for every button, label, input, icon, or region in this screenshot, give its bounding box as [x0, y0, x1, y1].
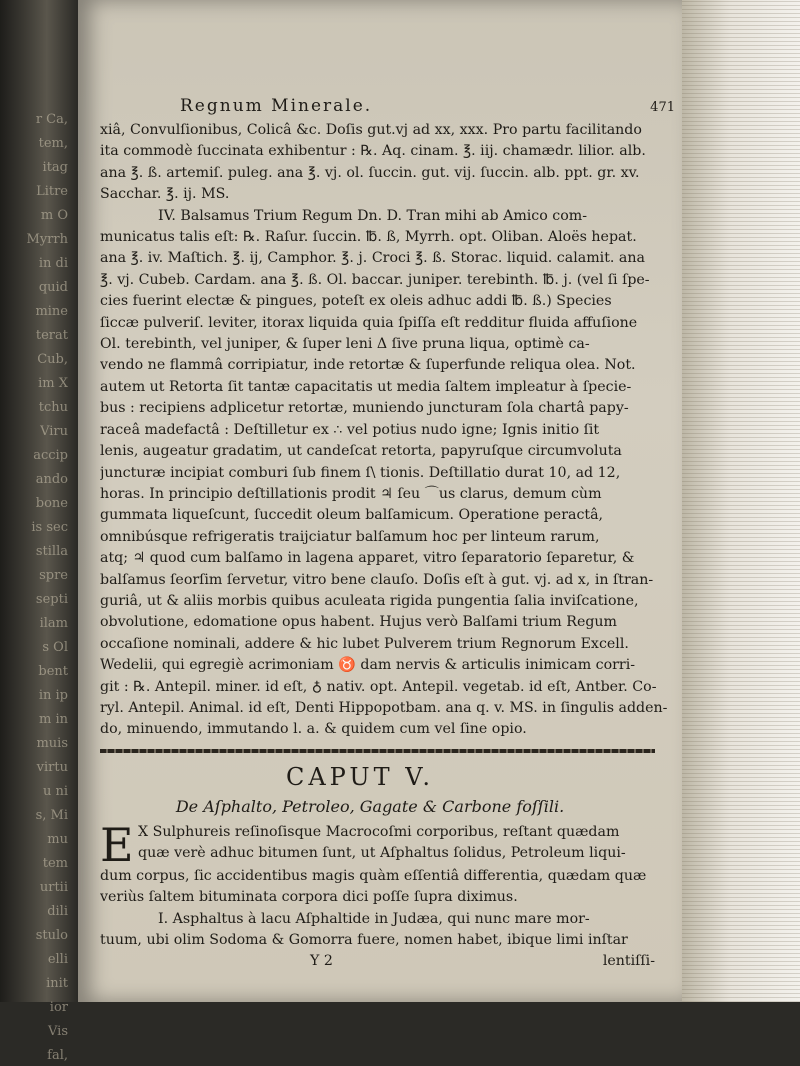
text-line: X Sulphureis reſinoſisque Macrocoſmi corporibus, reſtant quædam: [138, 823, 620, 840]
text-line: atq; ♃ quod cum balſamo in lagena apparet, vitro ſeparatorio ſeparetur, &: [100, 550, 635, 567]
page-text: [100, 96, 685, 973]
text-line: guriâ, ut & aliis morbis quibus aculeata rigida pungentia ſalia inviſcatione,: [100, 592, 639, 609]
chapter-subtitle: De Aſphalto, Petroleo, Gagate & Carbone foſſili.: [175, 796, 565, 816]
text-line: git : ℞. Antepil. miner. id eſt, ♁ nativ. opt. Antepil. vegetab. id eſt, Antber. Co-: [100, 678, 657, 695]
text-line: Ol. terebinth, vel juniper, & ſuper leni Δ ſive pruna liqua, optimè ca-: [100, 336, 590, 353]
neighbor-fragment: init: [46, 976, 68, 991]
neighbor-fragment: r Ca,: [35, 112, 68, 127]
opening-lines: [100, 120, 685, 206]
neighbor-fragment: dili: [47, 904, 68, 919]
neighbor-fragment: tchu: [38, 400, 68, 415]
neighbor-fragment: spre: [39, 568, 68, 583]
neighbor-fragment: s, Mi: [35, 808, 68, 823]
neighbor-fragment: mine: [35, 304, 68, 319]
text-line: bus : recipiens adplicetur retortæ, muniendo juncturam ſola chartâ papy-: [100, 400, 629, 417]
text-line: occaſione nominali, addere & hic lubet Pulverem trium Regnorum Excell.: [100, 635, 629, 652]
ornamental-rule: [100, 749, 655, 753]
neighbor-fragment: Vis: [48, 1024, 68, 1039]
neighbor-page-fragment: [0, 110, 74, 1066]
text-line: xiâ, Convulſionibus, Colicâ &c. Doſis gut.vj ad xx, xxx. Pro partu facilitando: [100, 122, 642, 138]
text-line: autem ut Retorta ſit tantæ capacitatis ut media ſaltem impleatur à ſpecie-: [100, 378, 632, 395]
text-line: omnibúsque refrigeratis traijciatur balſamum hoc per linteum rarum,: [100, 528, 600, 545]
text-line: quæ verè adhuc bitumen ſunt, ut Aſphaltus ſolidus, Petroleum liqui-: [138, 845, 626, 862]
running-header: [100, 96, 685, 116]
signature-mark: Y 2: [310, 953, 333, 970]
text-line: municatus talis eſt: ℞. Raſur. ſuccin. ℔. ß, Myrrh. opt. Oliban. Aloës hepat.: [100, 229, 637, 246]
drop-cap: E: [100, 817, 134, 872]
text-line: tuum, ubi olim Sodoma & Gomorra fuere, nomen habet, ibique limi inſtar: [100, 932, 628, 948]
neighbor-fragment: stilla: [35, 544, 68, 559]
neighbor-fragment: tem,: [38, 136, 68, 151]
neighbor-fragment: bone: [35, 496, 68, 511]
book-binding: [0, 0, 78, 1063]
neighbor-fragment: terat: [35, 328, 68, 343]
paragraph-balsamus: [100, 206, 685, 741]
neighbor-fragment: im X: [38, 376, 68, 391]
neighbor-fragment: urtii: [39, 880, 68, 895]
text-line: ita commodè ſuccinata exhibentur : ℞. Aq. cinam. ℥. iij. chamædr. lilior. alb.: [100, 143, 646, 160]
neighbor-fragment: muis: [36, 736, 68, 751]
neighbor-fragment: m in: [39, 712, 68, 727]
neighbor-fragment: virtu: [36, 760, 68, 775]
neighbor-fragment: Litre: [36, 184, 68, 199]
neighbor-fragment: fal,: [47, 1048, 68, 1063]
neighbor-fragment: m O: [40, 208, 68, 223]
neighbor-fragment: s Ol: [42, 640, 68, 655]
neighbor-fragment: Myrrh: [26, 232, 68, 247]
neighbor-fragment: ando: [35, 472, 68, 487]
text-line: ryl. Antepil. Animal. id eſt, Denti Hippopotbam. ana q. v. MS. in ſingulis adden-: [100, 699, 668, 716]
intro-paragraph: [100, 817, 685, 872]
text-line: balſamus ſeorſim ſervetur, vitro bene clauſo. Doſis eſt à gut. vj. ad x, in ſtran-: [100, 571, 654, 588]
neighbor-fragment: u ni: [42, 784, 68, 799]
text-line: cies fuerint electæ & pingues, poteſt ex oleis adhuc addi ℔. ß.) Species: [100, 293, 612, 310]
text-line: ana ℥. ß. artemiſ. puleg. ana ℥. vj. ol. ſuccin. gut. vij. ſuccin. alb. ppt. gr. xv.: [100, 164, 640, 181]
text-line: I. Asphaltus à lacu Aſphaltide in Judæa, qui nunc mare mor-: [158, 910, 590, 927]
drop-cap-lines: [138, 822, 685, 866]
neighbor-fragment: bent: [38, 664, 68, 679]
neighbor-fragment: mu: [47, 832, 68, 847]
text-line: gummata liqueſcunt, ſuccedit oleum balſamicum. Operatione peractâ,: [100, 507, 604, 524]
text-line: ana ℥. iv. Maſtich. ℥. ij, Camphor. ℥. j. Croci ℥. ß. Storac. liquid. calamit. ana: [100, 250, 645, 267]
catchword: lentiſſi-: [602, 953, 655, 970]
text-line: Wedelii, qui egregiè acrimoniam ♉ dam nervis & articulis inimicam corri-: [100, 657, 636, 674]
neighbor-fragment: ior: [49, 1000, 68, 1015]
neighbor-fragment: stulo: [35, 928, 68, 943]
text-line: juncturæ incipiat comburi ſub finem ſ\ tionis. Deſtillatio durat 10, ad 12,: [100, 464, 621, 481]
text-line: Sacchar. ℥. ij. MS.: [100, 186, 230, 203]
page-number: 471: [650, 100, 675, 115]
page-footer: [100, 951, 655, 972]
neighbor-fragment: ilam: [39, 616, 68, 631]
text-line: veriùs ſaltem bituminata corpora dici poſſe ſupra diximus.: [100, 889, 518, 906]
neighbor-fragment: in di: [38, 256, 68, 271]
neighbor-fragment: elli: [47, 952, 68, 967]
text-line: raceâ madefactâ : Deſtilletur ex ∴ vel potius nudo igne; Ignis initio ſit: [100, 421, 600, 438]
text-line: do, minuendo, immutando l. a. & quidem cum vel ſine opio.: [100, 721, 527, 738]
chapter-heading: CAPUT V.: [285, 762, 435, 791]
text-line: IV. Balsamus Trium Regum Dn. D. Tran mihi ab Amico com-: [158, 207, 588, 224]
neighbor-fragment: in ip: [38, 688, 68, 703]
neighbor-fragment: septi: [35, 592, 68, 607]
text-line: ſiccæ pulveriſ. leviter, itorax liquida quia ſpiſſa eſt redditur fluida affuſione: [100, 314, 638, 331]
running-title: Regnum Minerale.: [180, 96, 373, 116]
neighbor-fragment: tem: [42, 856, 68, 871]
next-page-edge: [682, 0, 800, 1002]
text-line: lenis, augeatur gradatim, ut candeſcat retorta, papyruſque circumvoluta: [100, 443, 622, 460]
text-line: dum corpus, ſic accidentibus magis quàm eſſentiâ differentia, quædam quæ: [100, 867, 647, 884]
neighbor-fragment: Viru: [40, 424, 68, 439]
neighbor-fragment: Cub,: [37, 352, 68, 367]
neighbor-fragment: quid: [38, 280, 68, 295]
neighbor-fragment: accip: [33, 448, 68, 463]
neighbor-fragment: is sec: [31, 520, 68, 535]
text-line: obvolutione, edomatione opus habent. Hujus verò Balſami trium Regum: [100, 614, 618, 631]
neighbor-fragment: itag: [42, 160, 68, 175]
text-line: vendo ne flammâ corripiatur, inde retortæ & ſuperfunde reliqua olea. Not.: [100, 357, 636, 374]
text-line: ℥. vj. Cubeb. Cardam. ana ℥. ß. Ol. baccar. juniper. terebinth. ℔. j. (vel ſi ſpe-: [100, 271, 650, 288]
text-line: horas. In principio deſtillationis prodit ♃ ſeu ⌒us clarus, demum cùm: [100, 485, 602, 502]
